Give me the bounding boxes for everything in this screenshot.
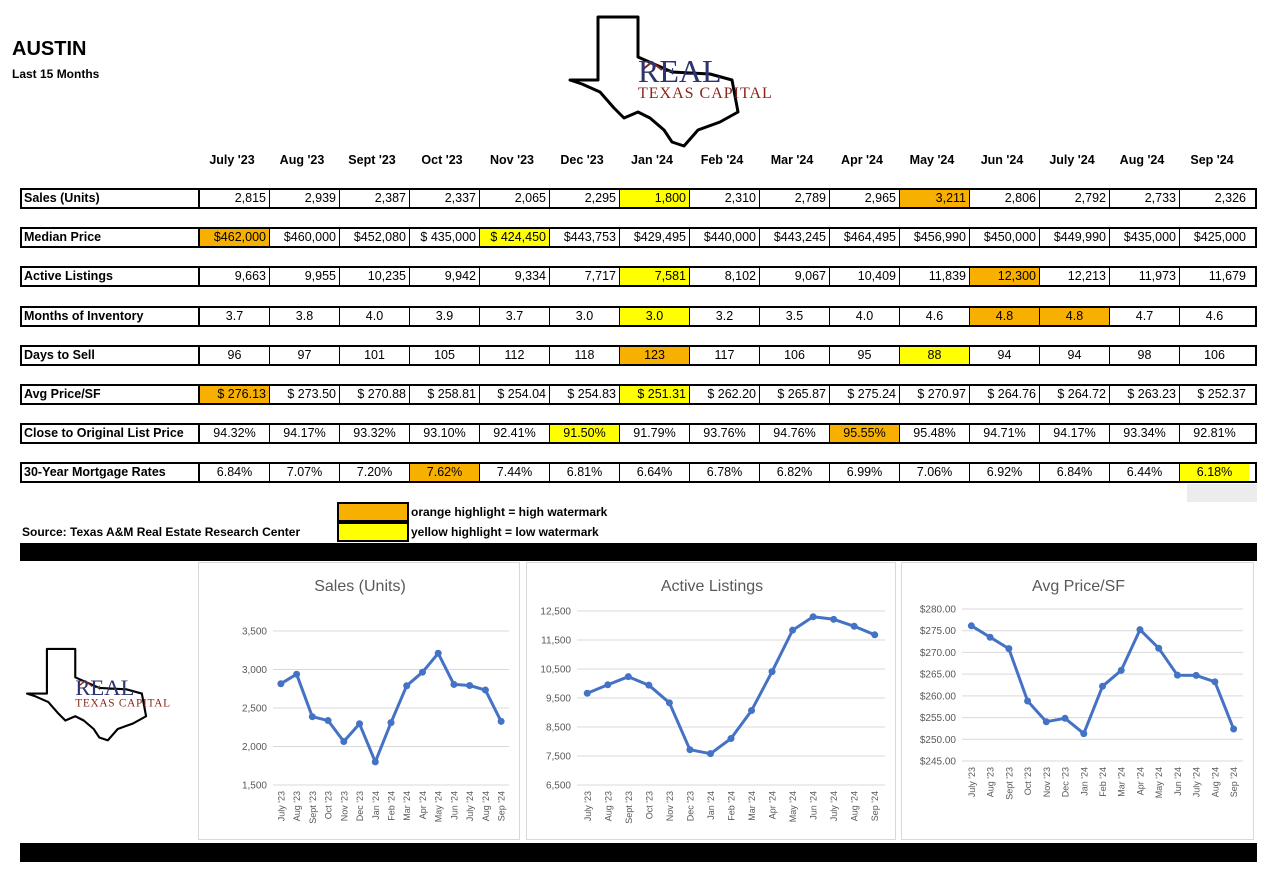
period-subtitle: Last 15 Months	[12, 67, 100, 81]
data-point	[1211, 678, 1218, 685]
table-cell: $460,000	[269, 229, 339, 246]
data-point	[403, 682, 410, 689]
table-cell: 101	[339, 347, 409, 364]
table-row	[20, 462, 1257, 483]
month-header: Aug '24	[1119, 153, 1165, 167]
y-tick-label: 2,500	[241, 703, 267, 715]
table-cell: 3.0	[549, 308, 619, 325]
table-cell: $ 264.72	[1039, 386, 1109, 403]
data-point	[686, 746, 693, 753]
data-point	[987, 634, 994, 641]
legend-high-swatch	[337, 502, 409, 522]
table-cell: 92.81%	[1179, 425, 1249, 442]
table-cell: $ 264.76	[969, 386, 1039, 403]
x-tick-label: July '24	[1191, 767, 1202, 798]
data-point	[584, 690, 591, 697]
table-cell: 6.78%	[689, 464, 759, 481]
y-tick-label: 10,500	[540, 664, 571, 676]
logo-small-tc-text: TEXAS CAPITAL	[75, 697, 171, 710]
table-row	[20, 227, 1257, 248]
texas-logo-small-icon	[20, 640, 190, 750]
data-point	[435, 650, 442, 657]
table-cell: 3.2	[689, 308, 759, 325]
table-cell: 9,663	[199, 268, 269, 285]
table-cell: $ 275.24	[829, 386, 899, 403]
table-cell: 9,334	[479, 268, 549, 285]
table-cell: $ 270.88	[339, 386, 409, 403]
table-cell: $ 273.50	[269, 386, 339, 403]
table-cell: 7,581	[619, 268, 689, 285]
y-tick-label: 6,500	[545, 780, 571, 792]
x-tick-label: Apr '24	[417, 791, 428, 820]
table-cell: 4.0	[339, 308, 409, 325]
table-cell: 2,310	[689, 190, 759, 207]
table-cell: $ 262.20	[689, 386, 759, 403]
table-cell: 10,409	[829, 268, 899, 285]
chart-title: Sales (Units)	[314, 578, 406, 595]
table-cell: 91.50%	[549, 425, 619, 442]
chart-avg-price-sf	[902, 563, 1255, 841]
table-cell: 3,211	[899, 190, 969, 207]
month-header: Feb '24	[700, 153, 744, 167]
data-point	[1043, 718, 1050, 725]
data-point	[450, 681, 457, 688]
table-cell: 6.92%	[969, 464, 1039, 481]
x-tick-label: May '24	[1154, 767, 1165, 799]
x-tick-label: July '24	[465, 791, 476, 822]
legend-low-swatch	[337, 522, 409, 542]
table-cell: 117	[689, 347, 759, 364]
month-header: Nov '23	[490, 153, 534, 167]
table-cell: 94.17%	[1039, 425, 1109, 442]
month-header: Jun '24	[980, 153, 1024, 167]
y-tick-label: $245.00	[919, 756, 956, 768]
table-cell: 6.82%	[759, 464, 829, 481]
month-header: Apr '24	[841, 153, 883, 167]
table-cell: $452,080	[339, 229, 409, 246]
table-cell: 2,806	[969, 190, 1039, 207]
table-cell: 4.6	[899, 308, 969, 325]
table-cell: 98	[1109, 347, 1179, 364]
table-cell: $443,245	[759, 229, 829, 246]
table-cell: 93.10%	[409, 425, 479, 442]
table-cell: 2,326	[1179, 190, 1249, 207]
x-tick-label: Sept '23	[307, 791, 318, 824]
table-cell: $425,000	[1179, 229, 1249, 246]
table-cell: $456,990	[899, 229, 969, 246]
table-cell: $ 424,450	[479, 229, 549, 246]
table-cell: 88	[899, 347, 969, 364]
divider-bar-top	[20, 543, 1257, 561]
data-point	[1024, 698, 1031, 705]
table-cell: 3.7	[199, 308, 269, 325]
table-cell: 4.0	[829, 308, 899, 325]
y-tick-label: 3,500	[241, 626, 267, 638]
row-label: Close to Original List Price	[22, 425, 199, 442]
x-tick-label: Mar '24	[747, 791, 758, 821]
logo-tc-text: TEXAS CAPITAL	[638, 85, 773, 102]
chart-title: Avg Price/SF	[1031, 578, 1126, 595]
x-tick-label: Sep '24	[870, 791, 881, 822]
table-row	[20, 423, 1257, 444]
table-cell: 95.55%	[829, 425, 899, 442]
data-point	[1174, 672, 1181, 679]
x-tick-label: Oct '23	[644, 791, 655, 820]
table-cell: $440,000	[689, 229, 759, 246]
table-cell: 7.06%	[899, 464, 969, 481]
data-point	[1155, 645, 1162, 652]
table-cell: 3.5	[759, 308, 829, 325]
table-cell: 11,679	[1179, 268, 1249, 285]
x-tick-label: Feb '24	[726, 791, 737, 821]
texas-logo-icon	[560, 12, 800, 152]
table-cell: 2,789	[759, 190, 829, 207]
table-cell: 12,213	[1039, 268, 1109, 285]
table-cell: 7,717	[549, 268, 619, 285]
table-cell: 93.32%	[339, 425, 409, 442]
x-tick-label: May '24	[433, 791, 444, 823]
table-cell: 2,337	[409, 190, 479, 207]
table-row	[20, 266, 1257, 287]
row-label: Active Listings	[22, 268, 199, 285]
data-point	[388, 719, 395, 726]
x-tick-label: Dec '23	[685, 791, 696, 822]
data-point	[707, 750, 714, 757]
table-cell: 3.8	[269, 308, 339, 325]
month-header: July '24	[1049, 153, 1095, 167]
table-cell: 112	[479, 347, 549, 364]
row-label: Months of Inventory	[22, 308, 199, 325]
x-tick-label: Aug '23	[985, 767, 996, 798]
table-cell: 93.76%	[689, 425, 759, 442]
table-cell: $ 265.87	[759, 386, 829, 403]
table-cell: 2,733	[1109, 190, 1179, 207]
table-cell: 6.84%	[199, 464, 269, 481]
table-cell: 97	[269, 347, 339, 364]
table-cell: $ 276.13	[199, 386, 269, 403]
row-label: Days to Sell	[22, 347, 199, 364]
data-point	[789, 627, 796, 634]
x-tick-label: July '23	[276, 791, 287, 822]
data-point	[356, 720, 363, 727]
x-tick-label: Oct '23	[1023, 767, 1034, 796]
row-label: Median Price	[22, 229, 199, 246]
table-cell: 12,300	[969, 268, 1039, 285]
series-line	[587, 617, 874, 754]
table-cell: $ 251.31	[619, 386, 689, 403]
legend-high-text: orange highlight = high watermark	[411, 505, 608, 519]
data-point	[810, 613, 817, 620]
table-cell: $ 254.04	[479, 386, 549, 403]
table-cell: 2,065	[479, 190, 549, 207]
month-header: Sep '24	[1190, 153, 1234, 167]
y-tick-label: 11,500	[541, 635, 571, 647]
x-tick-label: Jan '24	[705, 791, 716, 820]
x-tick-label: Jan '24	[370, 791, 381, 820]
table-cell: 118	[549, 347, 619, 364]
data-point	[645, 682, 652, 689]
table-cell: 7.44%	[479, 464, 549, 481]
y-tick-label: 9,500	[545, 693, 571, 705]
y-tick-label: $250.00	[919, 734, 956, 746]
data-point	[1136, 626, 1143, 633]
x-tick-label: Mar '24	[1116, 767, 1127, 797]
table-cell: 2,939	[269, 190, 339, 207]
table-cell: 6.81%	[549, 464, 619, 481]
table-cell: 9,067	[759, 268, 829, 285]
chart-active-listings	[527, 563, 897, 841]
data-point	[1230, 725, 1237, 732]
table-cell: 123	[619, 347, 689, 364]
table-cell: $435,000	[1109, 229, 1179, 246]
table-cell: $443,753	[549, 229, 619, 246]
y-tick-label: 3,000	[241, 665, 267, 676]
table-cell: $ 263.23	[1109, 386, 1179, 403]
table-cell: 1,800	[619, 190, 689, 207]
month-header: May '24	[909, 153, 955, 167]
table-cell: 94.17%	[269, 425, 339, 442]
data-point	[968, 622, 975, 629]
x-tick-label: July '24	[829, 791, 840, 822]
table-cell: 9,955	[269, 268, 339, 285]
data-point	[419, 669, 426, 676]
x-tick-label: Feb '24	[1098, 767, 1108, 797]
x-tick-label: Aug '23	[603, 791, 614, 822]
data-point	[1099, 683, 1106, 690]
data-point	[482, 687, 489, 694]
table-cell: 4.6	[1179, 308, 1249, 325]
row-label: Avg Price/SF	[22, 386, 199, 403]
x-tick-label: Aug '24	[480, 791, 491, 822]
data-point	[293, 671, 300, 678]
x-tick-label: Dec '23	[355, 791, 366, 822]
table-cell: 6.99%	[829, 464, 899, 481]
table-cell: 6.44%	[1109, 464, 1179, 481]
logo-real-text: REAL	[638, 53, 722, 89]
table-cell: $464,495	[829, 229, 899, 246]
table-cell: 7.07%	[269, 464, 339, 481]
source-note: Source: Texas A&M Real Estate Research Center	[22, 525, 301, 539]
x-tick-label: Mar '24	[402, 791, 413, 821]
table-row	[20, 306, 1257, 327]
data-point	[1080, 730, 1087, 737]
month-header: Mar '24	[770, 153, 814, 167]
table-cell: 3.9	[409, 308, 479, 325]
data-point	[340, 738, 347, 745]
x-tick-label: Oct '23	[323, 791, 334, 820]
table-cell: 3.0	[619, 308, 689, 325]
y-tick-label: $265.00	[919, 669, 956, 681]
y-tick-label: $280.00	[919, 604, 956, 616]
table-cell: 6.18%	[1179, 464, 1249, 481]
month-header: Jan '24	[631, 153, 673, 167]
table-cell: $462,000	[199, 229, 269, 246]
table-cell: 106	[759, 347, 829, 364]
y-tick-label: 8,500	[545, 722, 571, 734]
city-title: AUSTIN	[12, 38, 87, 60]
divider-bar-bottom	[20, 843, 1257, 862]
data-point	[604, 681, 611, 688]
table-cell: 2,965	[829, 190, 899, 207]
table-cell: 6.84%	[1039, 464, 1109, 481]
table-cell: 7.20%	[339, 464, 409, 481]
x-tick-label: Jun '24	[808, 791, 819, 820]
table-cell: $ 254.83	[549, 386, 619, 403]
y-tick-label: 1,500	[241, 780, 267, 792]
x-tick-label: Sep '24	[1229, 767, 1240, 798]
month-header: Dec '23	[560, 153, 604, 167]
data-point	[851, 623, 858, 630]
y-tick-label: $260.00	[919, 691, 956, 703]
x-tick-label: Aug '24	[1210, 767, 1221, 798]
month-header: Sept '23	[348, 153, 396, 167]
table-row	[20, 345, 1257, 366]
table-cell: 95.48%	[899, 425, 969, 442]
table-cell: $ 252.37	[1179, 386, 1249, 403]
month-header: Oct '23	[421, 153, 463, 167]
table-cell: 2,792	[1039, 190, 1109, 207]
data-point	[372, 758, 379, 765]
data-point	[1193, 672, 1200, 679]
table-cell: 2,295	[549, 190, 619, 207]
table-cell: $ 435,000	[409, 229, 479, 246]
table-cell: 94	[969, 347, 1039, 364]
table-cell: 4.8	[1039, 308, 1109, 325]
table-cell: 4.7	[1109, 308, 1179, 325]
table-cell: 94	[1039, 347, 1109, 364]
table-cell: 7.62%	[409, 464, 479, 481]
x-tick-label: Apr '24	[1135, 767, 1146, 796]
data-point	[277, 680, 284, 687]
data-point	[1118, 667, 1125, 674]
month-header: Aug '23	[279, 153, 325, 167]
data-point	[728, 735, 735, 742]
table-row	[20, 384, 1257, 405]
x-tick-label: Aug '23	[292, 791, 303, 822]
y-tick-label: $255.00	[919, 713, 956, 725]
table-cell: 94.32%	[199, 425, 269, 442]
table-cell: $ 270.97	[899, 386, 969, 403]
data-point	[1062, 715, 1069, 722]
x-tick-label: Apr '24	[767, 791, 778, 820]
table-cell: 3.7	[479, 308, 549, 325]
data-point	[748, 707, 755, 714]
table-cell: $450,000	[969, 229, 1039, 246]
table-cell: 96	[199, 347, 269, 364]
data-point	[625, 673, 632, 680]
data-point	[666, 699, 673, 706]
y-tick-label: 7,500	[545, 751, 571, 763]
y-tick-label: 2,000	[241, 742, 267, 753]
y-tick-label: 12,500	[540, 606, 571, 618]
x-tick-label: Sep '24	[496, 791, 507, 822]
x-tick-label: Sept '23	[623, 791, 634, 824]
x-tick-label: Dec '23	[1060, 767, 1071, 798]
x-tick-label: July '23	[966, 767, 977, 798]
logo-small-real-text: REAL	[75, 675, 135, 700]
table-cell: 8,102	[689, 268, 759, 285]
data-point	[871, 631, 878, 638]
data-point	[466, 682, 473, 689]
table-row	[20, 188, 1257, 209]
table-cell: 94.76%	[759, 425, 829, 442]
chart-sales-panel	[198, 562, 520, 840]
table-cell: 93.34%	[1109, 425, 1179, 442]
table-cell: 9,942	[409, 268, 479, 285]
table-cell: 6.64%	[619, 464, 689, 481]
x-tick-label: Feb '24	[386, 791, 397, 821]
x-tick-label: Jun '24	[1172, 767, 1183, 796]
data-point	[1005, 645, 1012, 652]
x-tick-label: Nov '23	[339, 791, 350, 822]
table-cell: 92.41%	[479, 425, 549, 442]
month-header: July '23	[209, 153, 255, 167]
table-cell: 2,815	[199, 190, 269, 207]
table-cell: 10,235	[339, 268, 409, 285]
chart-active-listings-panel	[526, 562, 896, 840]
x-tick-label: Jan '24	[1079, 767, 1090, 796]
table-cell: $449,990	[1039, 229, 1109, 246]
data-point	[325, 717, 332, 724]
table-cell: 106	[1179, 347, 1249, 364]
data-point	[309, 713, 316, 720]
table-cell: 95	[829, 347, 899, 364]
table-cell: $ 258.81	[409, 386, 479, 403]
x-tick-label: July '23	[582, 791, 593, 822]
legend-low-text: yellow highlight = low watermark	[411, 525, 599, 539]
table-cell: $429,495	[619, 229, 689, 246]
x-tick-label: Aug '24	[849, 791, 860, 822]
table-cell: 105	[409, 347, 479, 364]
x-tick-label: Nov '23	[664, 791, 675, 822]
x-tick-label: May '24	[788, 791, 799, 823]
x-tick-label: Nov '23	[1041, 767, 1052, 798]
data-point	[498, 718, 505, 725]
table-cell: 94.71%	[969, 425, 1039, 442]
table-cell: 11,973	[1109, 268, 1179, 285]
y-tick-label: $270.00	[919, 647, 956, 659]
table-cell: 4.8	[969, 308, 1039, 325]
x-tick-label: Sept '23	[1004, 767, 1015, 800]
row-label: 30-Year Mortgage Rates	[22, 464, 199, 481]
data-point	[830, 616, 837, 623]
row-label: Sales (Units)	[22, 190, 199, 207]
data-point	[769, 668, 776, 675]
trailing-cell	[1187, 484, 1257, 502]
x-tick-label: Jun '24	[449, 791, 460, 820]
chart-sales	[199, 563, 521, 841]
table-cell: 2,387	[339, 190, 409, 207]
chart-avg-price-sf-panel	[901, 562, 1254, 840]
y-tick-label: $275.00	[919, 626, 956, 638]
table-cell: 11,839	[899, 268, 969, 285]
chart-title: Active Listings	[660, 578, 764, 595]
table-cell: 91.79%	[619, 425, 689, 442]
